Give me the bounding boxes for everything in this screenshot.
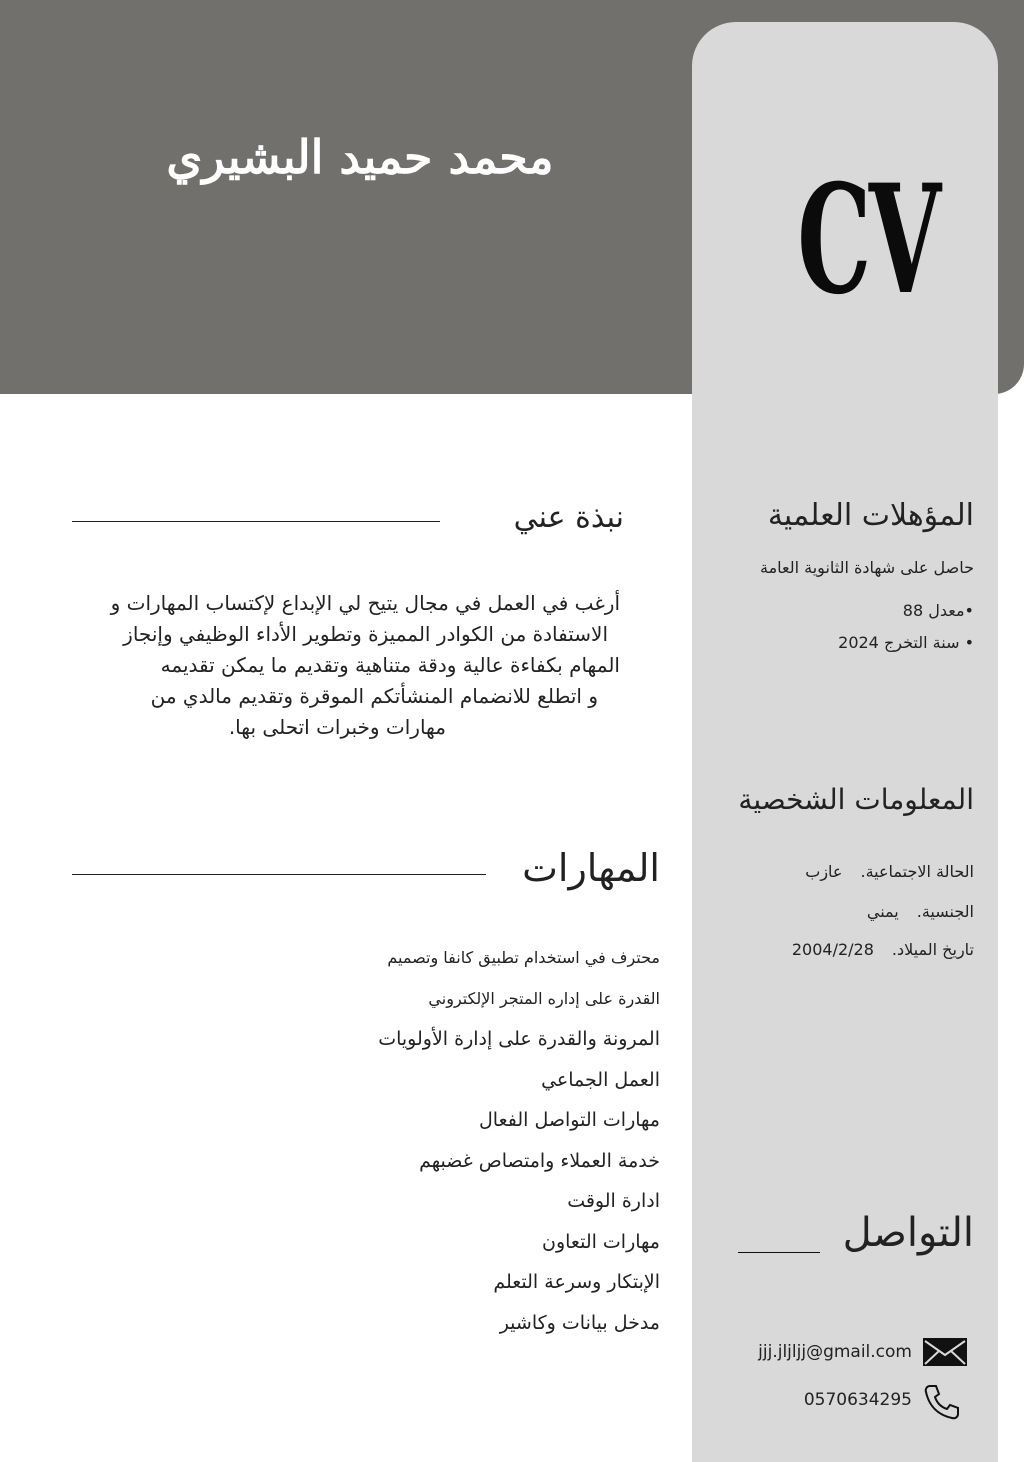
skills-title: المهارات [522, 846, 660, 890]
qualification-item: •معدل 88 [902, 601, 974, 620]
skill-item: محترف في استخدام تطبيق كانفا وتصميم [387, 948, 660, 967]
info-label: الجنسية. [916, 902, 974, 921]
envelope-icon [922, 1334, 968, 1374]
qualification-item: • سنة التخرج 2024 [838, 633, 974, 652]
info-label: الحالة الاجتماعية. [860, 862, 974, 881]
info-label: تاريخ الميلاد. [891, 940, 974, 959]
phone-icon [922, 1382, 968, 1422]
skill-item: الإبتكار وسرعة التعلم [493, 1271, 660, 1293]
info-row-marital [805, 862, 974, 881]
info-row-nationality [867, 902, 974, 921]
about-title-rule [72, 521, 440, 522]
info-value: 2004/2/28 [791, 940, 874, 959]
skills-title-rule [72, 874, 486, 875]
person-name: محمد حميد البشيري [166, 130, 554, 184]
cv-logo: CV [797, 152, 939, 328]
skill-item: مهارات التعاون [542, 1230, 660, 1253]
skills-list [300, 940, 660, 1345]
about-line: أرغب في العمل في مجال يتيح لي الإبداع لإكتساب المهارات و [110, 591, 620, 615]
about-title: نبذة عني [513, 500, 624, 535]
about-line: الاستفادة من الكوادر المميزة وتطوير الأداء الوظيفي وإنجاز [123, 622, 608, 646]
about-line: المهام بكفاءة عالية ودقة متناهية وتقديم ما يمكن تقديمه [160, 653, 620, 677]
skill-item: مدخل بيانات وكاشير [499, 1311, 660, 1334]
about-line: و اتطلع للانضمام المنشأتكم الموقرة وتقديم مالدي من [150, 684, 598, 708]
info-value: يمني [866, 902, 899, 921]
contact-title-rule [738, 1252, 820, 1253]
skill-item: مهارات التواصل الفعال [478, 1109, 660, 1131]
contact-email[interactable] [720, 1334, 980, 1374]
about-paragraph [20, 588, 620, 743]
skill-item: ادارة الوقت [567, 1190, 660, 1212]
email-text[interactable]: jjj.jljljj@gmail.com [758, 1342, 912, 1362]
skill-item: المرونة والقدرة على إدارة الأولويات [378, 1028, 660, 1050]
contact-title: التواصل [842, 1210, 974, 1256]
personal-info-title: المعلومات الشخصية [738, 783, 974, 816]
phone-text[interactable]: 0570634295 [803, 1390, 912, 1410]
info-value: عازب [805, 862, 843, 881]
info-row-birthdate [792, 940, 974, 959]
skill-item: القدرة على إداره المتجر الإلكتروني [428, 988, 660, 1008]
contact-phone[interactable] [720, 1382, 980, 1422]
skill-item: خدمة العملاء وامتصاص غضبهم [419, 1149, 660, 1172]
qualifications-title: المؤهلات العلمية [767, 498, 974, 533]
skill-item: العمل الجماعي [541, 1068, 660, 1091]
qualification-degree: حاصل على شهادة الثانوية العامة [760, 558, 974, 577]
about-line: مهارات وخبرات اتحلى بها. [228, 715, 446, 739]
